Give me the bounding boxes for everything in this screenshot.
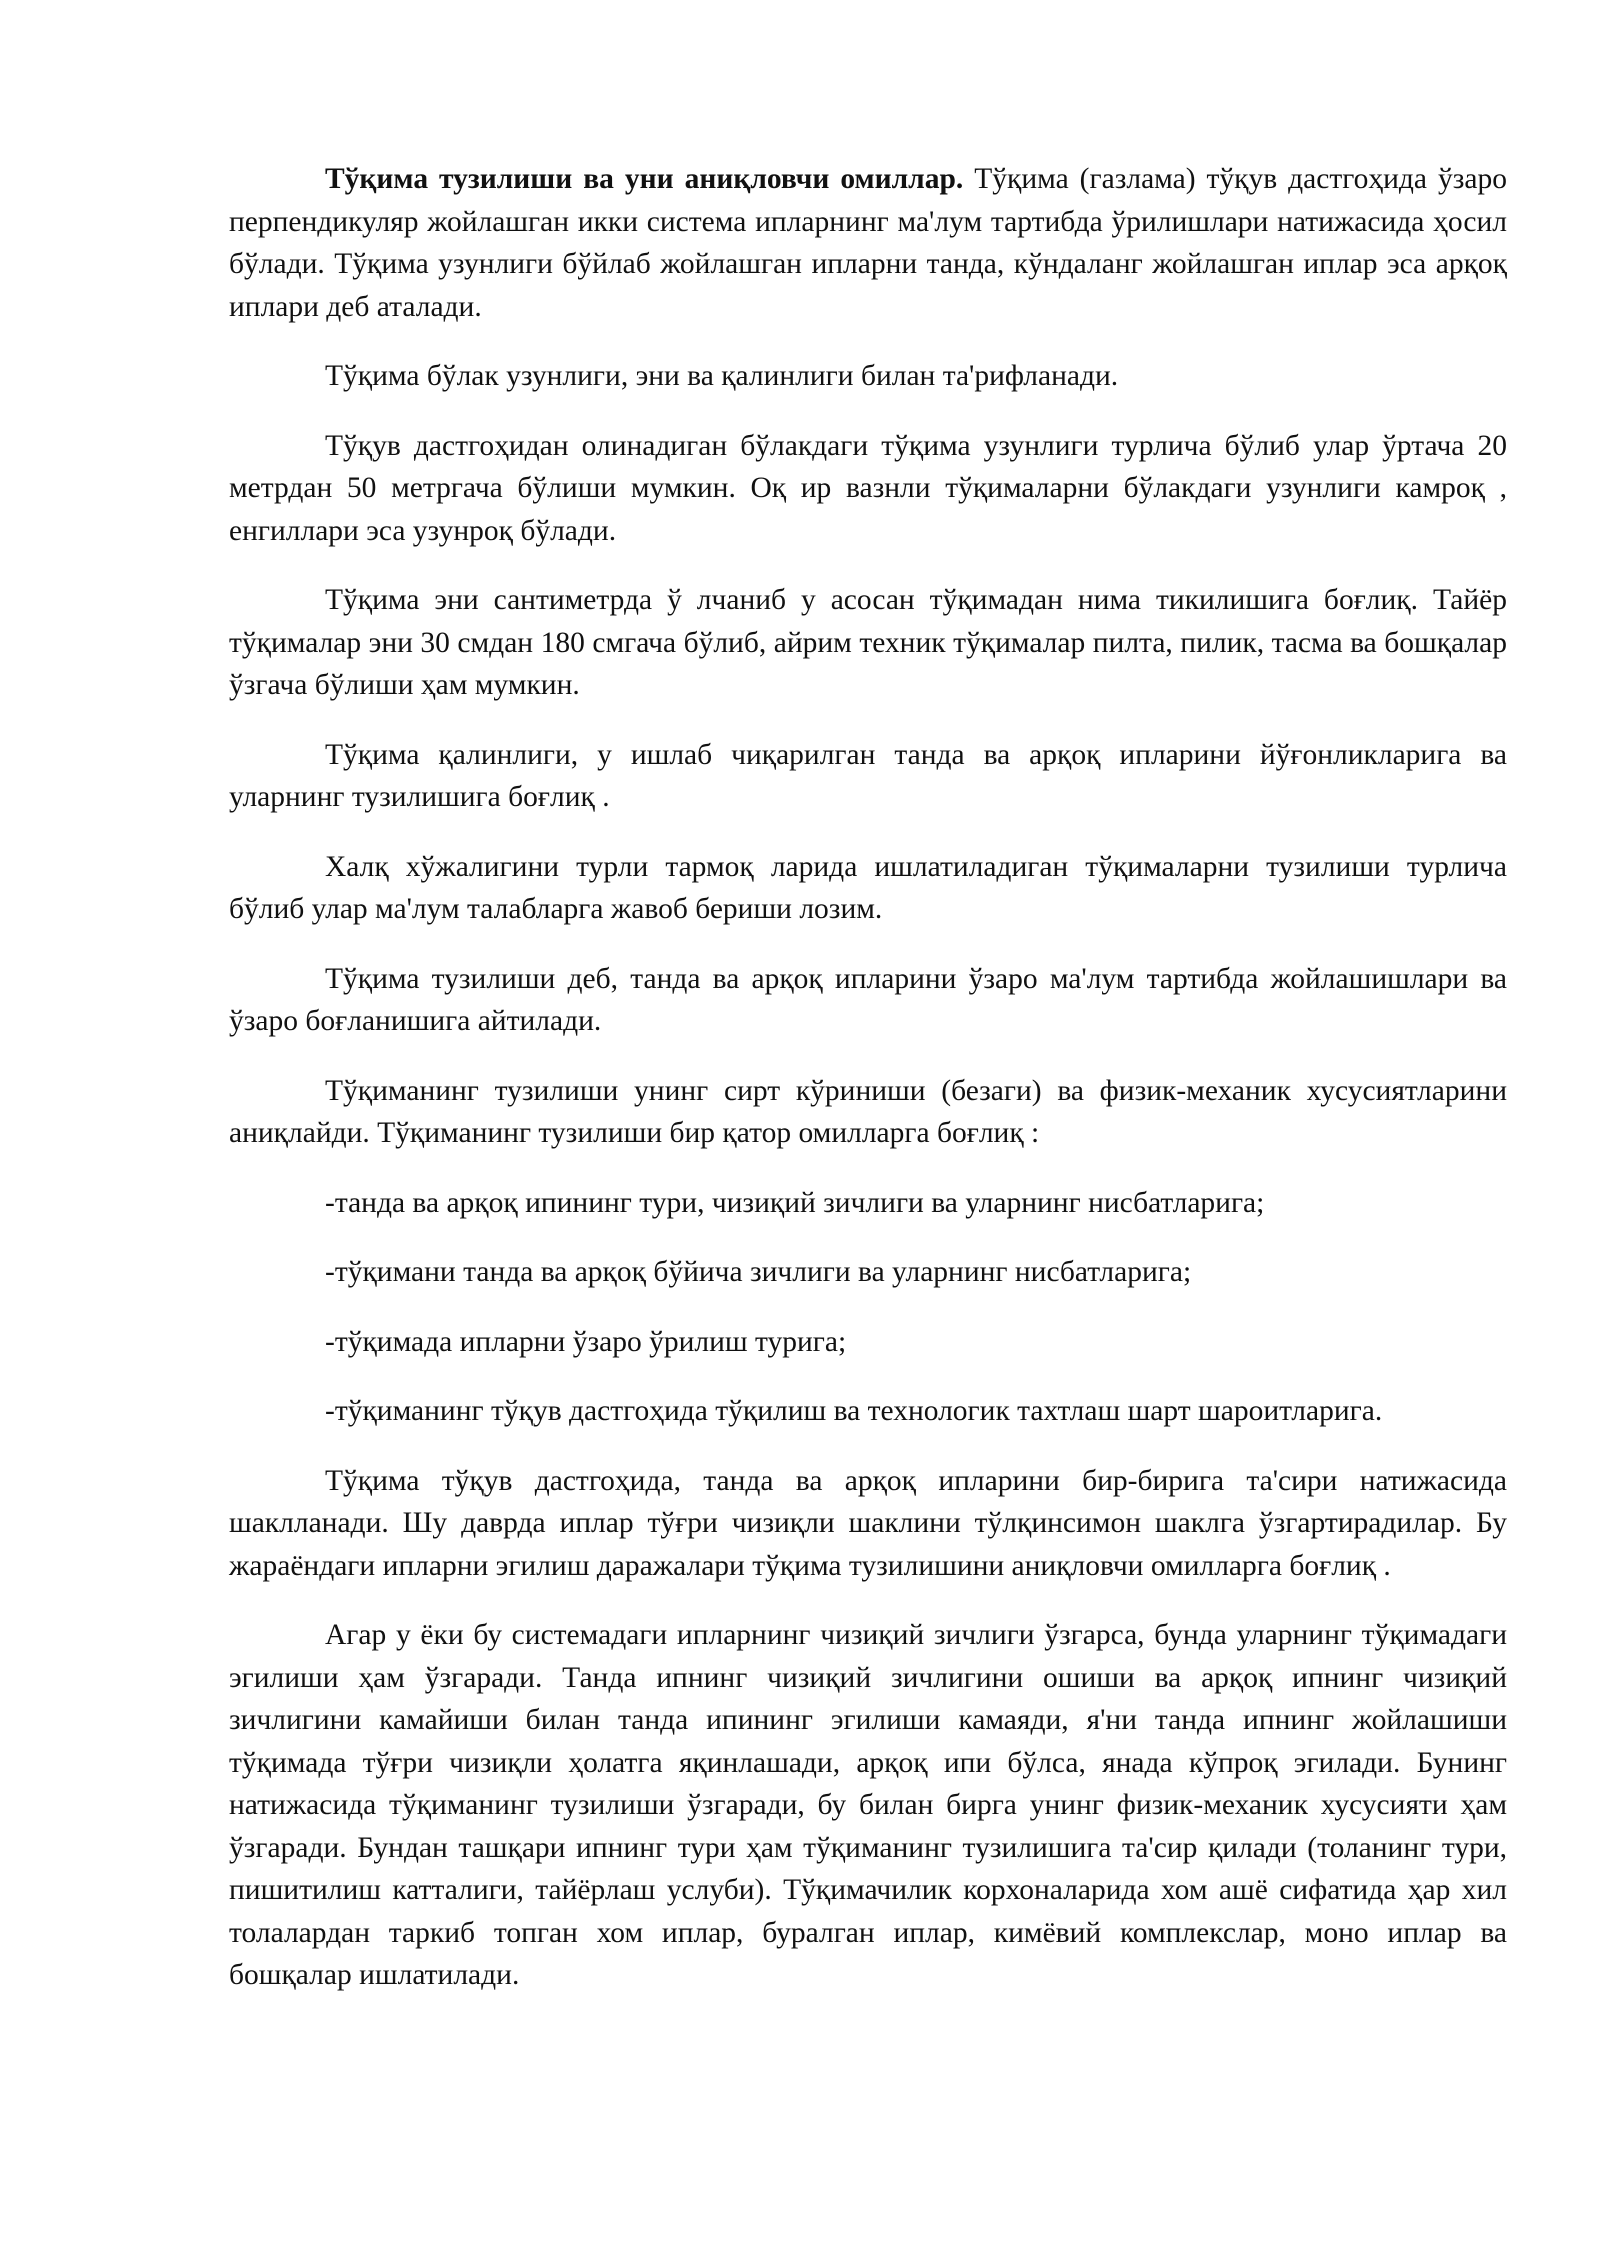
document-page xyxy=(229,158,1507,2024)
paragraph: Тўқима бўлак узунлиги, эни ва қалинлиги билан та'рифланади. xyxy=(325,360,1119,392)
paragraph: Агар у ёки бу системадаги ипларнинг чизиқий зичлиги ўзгарса, бунда уларнинг тўқимадаги эгилиши ҳам ўзгаради. Танда ипнинг чизиқий зичлигини ошиши ва арқоқ ипнинг чизиқий зичлигини камайиши билан танда ипининг эгилиши камаяди, я'ни танда ипнинг жойлашиши тўқимада тўғри чизиқли ҳолатга яқинлашади, арқоқ ипи бўлса, янада кўпроқ эгилади. Бунинг натижасида тўқиманинг тузилиши ўзгаради, бу билан бирга унинг физик-механик хусусияти ҳам ўзгаради. Бундан ташқари ипнинг тури ҳам тўқиманинг тузилишига та'сир қилади (толанинг тури, пишитилиш катталиги, тайёрлаш услуби). Тўқимачилик корхоналарида хом ашё сифатида ҳар хил толалардан таркиб топган хом иплар, буралган иплар, кимёвий комплекслар, моно иплар ва бошқалар ишлатилади. xyxy=(229,1619,1507,1991)
paragraph: Тўқув дастгоҳидан олинадиган бўлакдаги тўқима узунлиги турлича бўлиб улар ўртача 20 метрдан 50 метргача бўлиши мумкин. Оқ ир вазнли тўқималарни бўлакдаги узунлиги камроқ , енгиллари эса узунроқ бўлади. xyxy=(229,429,1507,547)
list-item: -танда ва арқоқ ипининг тури, чизиқий зичлиги ва уларнинг нисбатларига; xyxy=(325,1186,1265,1219)
paragraph: Тўқима тўқув дастгоҳида, танда ва арқоқ ипларини бир-бирига та'сири натижасида шаклланади. Шу даврда иплар тўғри чизиқли шаклини тўлқинсимон шаклга ўзгартирадилар. Бу жараёндаги ипларни эгилиш даражалари тўқима тузилишини аниқловчи омилларга боғлиқ . xyxy=(229,1464,1507,1582)
intro-text: Тўқима (газлама) тўқув дастгоҳида ўзаро перпендикуляр жойлашган икки система ипларнинг ма'лум тартибда ўрилишлари натижасида ҳосил бўлади. Тўқима узунлиги бўйлаб жойлашган ипларни танда, кўндаланг жойлашган иплар эса арқоқ иплари деб аталади. xyxy=(229,163,1507,323)
paragraph: Халқ хўжалигини турли тармоқ ларида ишлатиладиган тўқималарни тузилиши турлича бўлиб улар ма'лум талабларга жавоб бериши лозим. xyxy=(229,850,1507,925)
section-title: Тўқима тузилиши ва уни аниқловчи омиллар. xyxy=(325,163,964,195)
paragraph: Тўқима эни сантиметрда ў лчаниб у асосан тўқимадан нима тикилишига боғлиқ. Тайёр тўқималар эни 30 смдан 180 смгача бўлиб, айрим техник тўқималар пилта, пилик, тасма ва бошқалар ўзгача бўлиши ҳам мумкин. xyxy=(229,584,1507,701)
paragraph: Тўқима тузилиши деб, танда ва арқоқ ипларини ўзаро ма'лум тартибда жойлашишлари ва ўзаро боғланишига айтилади. xyxy=(229,962,1507,1037)
paragraph: Тўқима қалинлиги, у ишлаб чиқарилган танда ва арқоқ ипларини йўғонликларига ва уларнинг тузилишига боғлиқ . xyxy=(229,738,1507,813)
list-item: -тўқиманинг тўқув дастгоҳида тўқилиш ва технологик тахтлаш шарт шароитларига. xyxy=(325,1395,1383,1427)
intro-paragraph xyxy=(229,158,1507,328)
list-item: -тўқимада ипларни ўзаро ўрилиш турига; xyxy=(325,1325,847,1358)
paragraph: Тўқиманинг тузилиши унинг сирт кўриниши (безаги) ва физик-механик хусусиятларини аниқлайди. Тўқиманинг тузилиши бир қатор омилларга боғлиқ : xyxy=(229,1074,1507,1149)
list-item: -тўқимани танда ва арқоқ бўйича зичлиги ва уларнинг нисбатларига; xyxy=(325,1256,1192,1288)
